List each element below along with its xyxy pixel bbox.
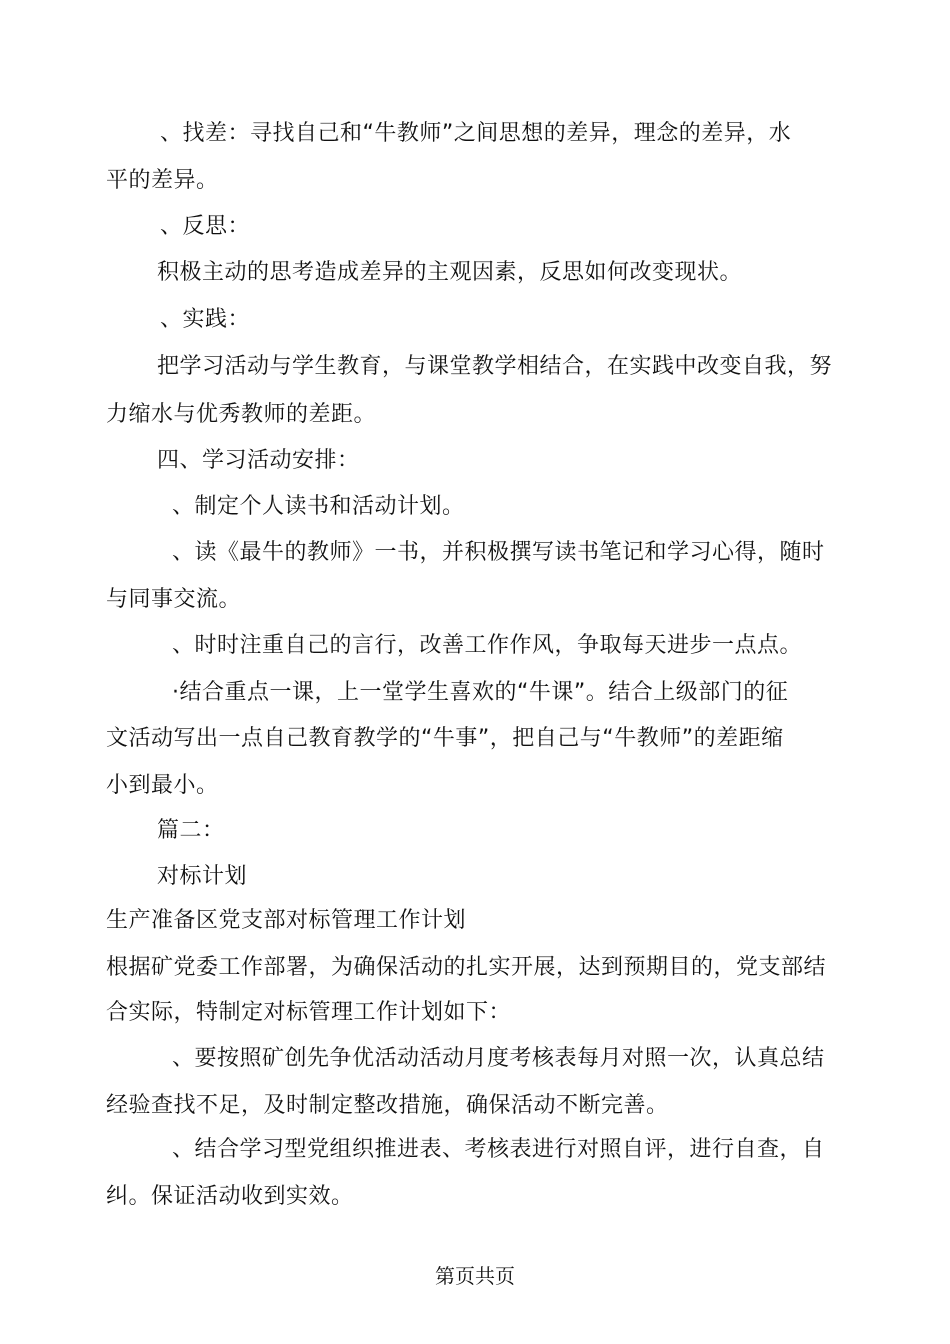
text-line: 与同事交流。	[106, 587, 242, 612]
text-line: 、要按照矿创先争优活动活动月度考核表每月对照一次，认真总结	[172, 1046, 825, 1071]
text-line: 经验查找不足，及时制定整改措施，确保活动不断完善。	[106, 1093, 669, 1118]
text-line: 力缩水与优秀教师的差距。	[106, 402, 377, 427]
text-line: 、实践：	[160, 307, 251, 332]
text-line: 合实际，特制定对标管理工作计划如下：	[106, 1000, 512, 1025]
text-line: 、时时注重自己的言行，改善工作作风，争取每天进步一点点。	[172, 633, 803, 658]
text-line: ·结合重点一课，上一堂学生喜欢的“牛课”。结合上级部门的征	[172, 680, 789, 705]
text-line: 、找差：寻找自己和“牛教师”之间思想的差异，理念的差异，水	[160, 121, 792, 146]
text-line: 文活动写出一点自己教育教学的“牛事”，把自己与“牛教师”的差距缩	[106, 726, 784, 751]
text-line: 、制定个人读书和活动计划。	[172, 494, 465, 519]
text-line: 纠。保证活动收到实效。	[106, 1184, 354, 1209]
text-line: 、读《最牛的教师》一书，并积极撰写读书笔记和学习心得，随时	[172, 540, 825, 565]
text-line: 生产准备区党支部对标管理工作计划	[106, 908, 467, 933]
text-line: 、结合学习型党组织推进表、考核表进行对照自评，进行自查，自	[172, 1137, 825, 1162]
text-line: 对标计划	[157, 864, 248, 889]
text-line: 把学习活动与学生教育，与课堂教学相结合，在实践中改变自我，努	[157, 354, 833, 379]
text-line: 平的差异。	[106, 168, 219, 193]
text-line: 四、学习活动安排：	[157, 448, 360, 473]
text-line: 根据矿党委工作部署，为确保活动的扎实开展，达到预期目的，党支部结	[106, 955, 827, 980]
text-line: 篇二：	[157, 818, 225, 843]
text-line: 积极主动的思考造成差异的主观因素，反思如何改变现状。	[157, 260, 743, 285]
text-line: 、反思：	[160, 214, 251, 239]
text-line: 小到最小。	[106, 773, 219, 798]
page-footer: 第页共页	[435, 1264, 515, 1288]
